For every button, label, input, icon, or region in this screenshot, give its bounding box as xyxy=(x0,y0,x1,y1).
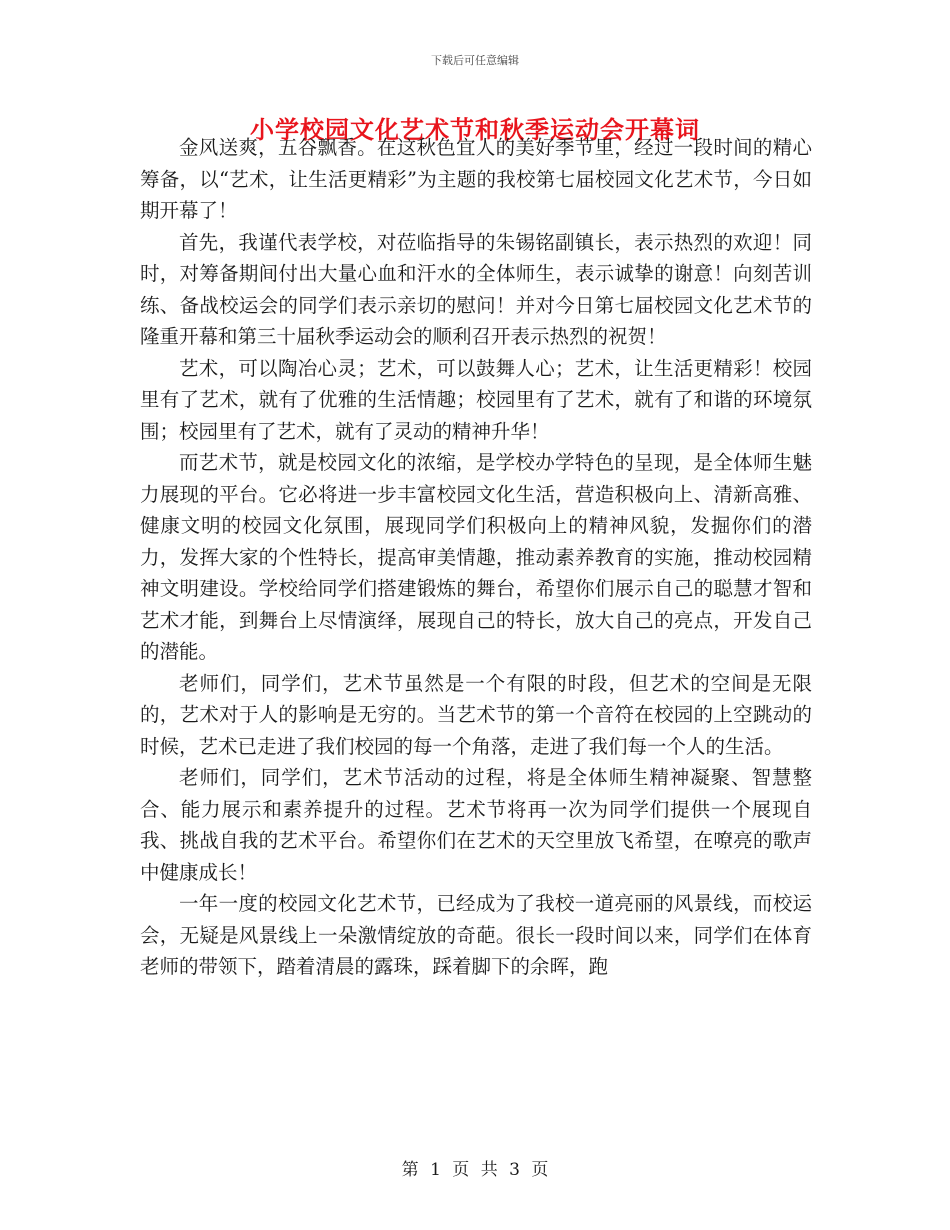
paragraph: 首先，我谨代表学校，对莅临指导的朱锡铭副镇长，表示热烈的欢迎！同时，对筹备期间付出大量心血和汗水的全体师生，表示诚挚的谢意！向刻苦训练、备战校运会的同学们表示亲切的慰问！并对今日第七届校园文化艺术节的隆重开幕和第三十届秋季运动会的顺利召开表示热烈的祝贺！ xyxy=(140,230,812,348)
paragraph: 金风送爽，五谷飘香。在这秋色宜人的美好季节里，经过一段时间的精心筹备，以“艺术，让生活更精彩”为主题的我校第七届校园文化艺术节，今日如期开幕了！ xyxy=(140,136,812,222)
document-title: 小学校园文化艺术节和秋季运动会开幕词 xyxy=(250,115,700,144)
document-body xyxy=(140,132,812,983)
paragraph: 老师们，同学们，艺术节活动的过程，将是全体师生精神凝聚、智慧整合、能力展示和素养提升的过程。艺术节将再一次为同学们提供一个展现自我、挑战自我的艺术平台。希望你们在艺术的天空里放飞希望，在嘹亮的歌声中健康成长！ xyxy=(140,766,812,884)
page-number-footer: 第 1 页 共 3 页 xyxy=(401,1160,549,1180)
paragraph: 而艺术节，就是校园文化的浓缩，是学校办学特色的呈现，是全体师生魅力展现的平台。它必将进一步丰富校园文化生活，营造积极向上、清新高雅、健康文明的校园文化氛围，展现同学们积极向上的精神风貌，发掘你们的潜力，发挥大家的个性特长，提高审美情趣，推动素养教育的实施，推动校园精神文明建设。学校给同学们搭建锻炼的舞台，希望你们展示自己的聪慧才智和艺术才能，到舞台上尽情演绎，展现自己的特长，放大自己的亮点，开发自己的潜能。 xyxy=(140,451,812,663)
paragraph: 一年一度的校园文化艺术节，已经成为了我校一道亮丽的风景线，而校运会，无疑是风景线上一朵激情绽放的奇葩。很长一段时间以来，同学们在体育老师的带领下，踏着清晨的露珠，踩着脚下的余晖，跑 xyxy=(140,892,812,978)
paragraph: 艺术，可以陶冶心灵；艺术，可以鼓舞人心；艺术，让生活更精彩！校园里有了艺术，就有了优雅的生活情趣；校园里有了艺术，就有了和谐的环境氛围；校园里有了艺术，就有了灵动的精神升华！ xyxy=(140,356,812,443)
header-note: 下载后可任意编辑 xyxy=(431,54,519,67)
paragraph: 老师们，同学们，艺术节虽然是一个有限的时段，但艺术的空间是无限的，艺术对于人的影响是无穷的。当艺术节的第一个音符在校园的上空跳动的时候，艺术已走进了我们校园的每一个角落，走进了我们每一个人的生活。 xyxy=(140,671,812,758)
